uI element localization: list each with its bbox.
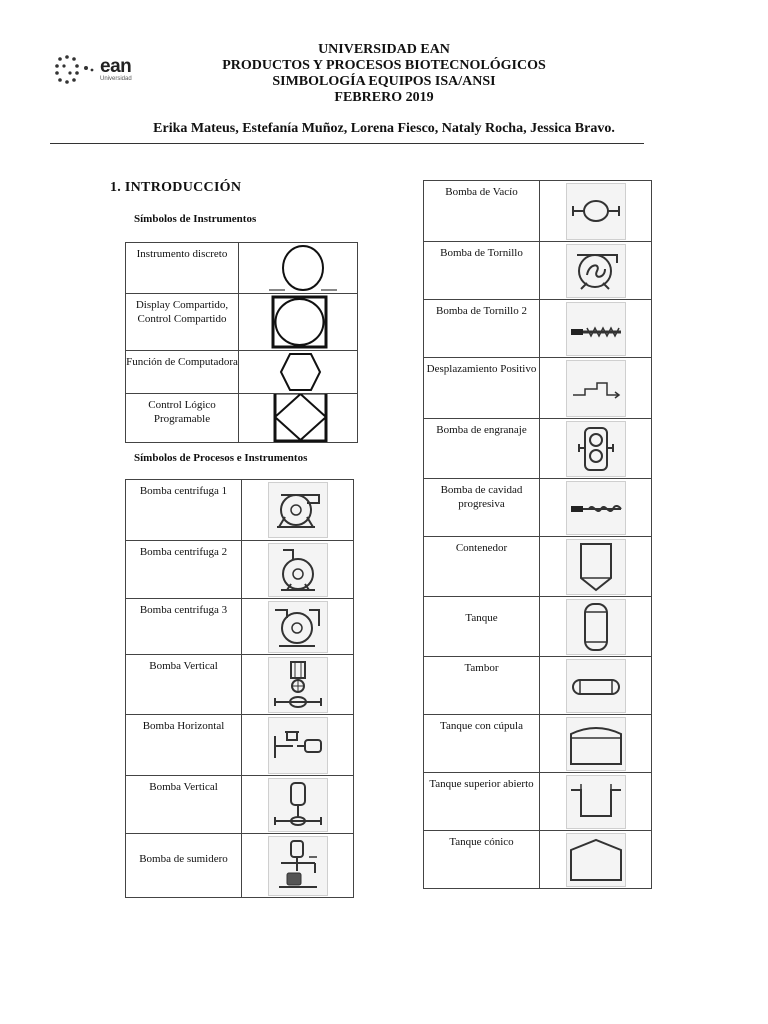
header-line-2: PRODUCTOS Y PROCESOS BIOTECNOLÓGICOS — [222, 58, 546, 73]
gear-pump-icon — [567, 422, 625, 476]
centrifugal-pump-icon — [269, 544, 327, 596]
authors-line: Erika Mateus, Estefanía Muñoz, Lorena Fiesco, Nataly Rocha, Jessica Bravo. — [153, 121, 615, 136]
section-title: 1. INTRODUCCIÓN — [110, 180, 242, 195]
vertical-pump-icon — [269, 779, 327, 831]
process-label: Bomba centrifuga 3 — [126, 599, 242, 655]
process-label: Tanque cónico — [424, 831, 540, 889]
process-symbol-cell — [540, 715, 652, 773]
dome-tank-icon — [567, 718, 625, 770]
header-divider — [50, 143, 644, 144]
process-symbol-cell — [540, 181, 652, 242]
table-row — [424, 358, 652, 419]
document-header — [0, 42, 768, 106]
process-symbol-cell — [540, 597, 652, 657]
process-label: Bomba Vertical — [126, 655, 242, 715]
process-symbol-cell — [540, 773, 652, 831]
header-line-1: UNIVERSIDAD EAN — [318, 42, 450, 57]
instrument-label: Control Lógico Programable — [126, 394, 239, 443]
logo-subtitle: Universidad — [100, 76, 132, 82]
vacuum-pump-icon — [567, 184, 625, 239]
table-row — [126, 541, 354, 599]
process-symbol-cell — [540, 419, 652, 479]
process-symbol-cell — [540, 358, 652, 419]
circle-icon — [239, 243, 357, 293]
conical-tank-icon — [567, 834, 625, 886]
process-symbol-cell — [540, 300, 652, 358]
centrifugal-pump-icon — [269, 602, 327, 652]
open-top-tank-icon — [567, 776, 625, 828]
process-label: Bomba centrifuga 1 — [126, 480, 242, 541]
table-row — [126, 294, 358, 351]
instruments-table — [125, 242, 358, 443]
process-label: Bomba de Vacío — [424, 181, 540, 242]
instrument-label: Display Compartido, Control Compartido — [126, 294, 239, 351]
tank-icon — [567, 600, 625, 654]
process-symbol-cell — [540, 657, 652, 715]
circle-in-square-icon — [239, 294, 357, 350]
process-label: Tambor — [424, 657, 540, 715]
table-row — [424, 479, 652, 537]
process-symbol-cell — [540, 242, 652, 300]
table-row — [126, 394, 358, 443]
table-row — [424, 537, 652, 597]
table-row — [424, 181, 652, 242]
table-row — [424, 242, 652, 300]
process-table-left — [125, 479, 354, 898]
logo-wordmark: ean — [100, 56, 132, 77]
header-line-3: SIMBOLOGÍA EQUIPOS ISA/ANSI — [272, 74, 496, 89]
progressive-cavity-pump-icon — [567, 482, 625, 534]
process-label: Bomba de Tornillo — [424, 242, 540, 300]
process-symbol-cell — [540, 831, 652, 889]
table-row — [126, 351, 358, 394]
process-symbol-cell — [242, 480, 354, 541]
table-row — [126, 776, 354, 834]
positive-displacement-icon — [567, 361, 625, 416]
container-icon — [567, 540, 625, 594]
instrument-label: Función de Computadora — [126, 351, 239, 394]
process-label: Tanque — [424, 597, 540, 657]
process-symbol-cell — [242, 715, 354, 776]
instrument-label: Instrumento discreto — [126, 243, 239, 294]
process-symbol-cell — [242, 834, 354, 898]
table-row — [126, 655, 354, 715]
header-line-4: FEBRERO 2019 — [334, 90, 434, 105]
table-row — [424, 657, 652, 715]
table-row — [126, 715, 354, 776]
subtitle-instruments: Símbolos de Instrumentos — [134, 213, 257, 225]
drum-icon — [567, 660, 625, 712]
process-label: Bomba de cavidad progresiva — [424, 479, 540, 537]
process-label: Bomba centrifuga 2 — [126, 541, 242, 599]
process-label: Tanque superior abierto — [424, 773, 540, 831]
diamond-in-square-icon — [239, 394, 357, 442]
process-label: Desplazamiento Positivo — [424, 358, 540, 419]
process-label: Bomba de Tornillo 2 — [424, 300, 540, 358]
process-label: Tanque con cúpula — [424, 715, 540, 773]
screw-pump-icon — [567, 245, 625, 297]
process-symbol-cell — [242, 599, 354, 655]
table-row — [126, 243, 358, 294]
process-symbol-cell — [242, 541, 354, 599]
process-symbol-cell — [242, 776, 354, 834]
hexagon-icon — [239, 351, 357, 393]
table-row — [424, 419, 652, 479]
table-row — [424, 715, 652, 773]
process-table-right — [423, 180, 652, 889]
table-row — [126, 480, 354, 541]
table-row — [126, 599, 354, 655]
vertical-pump-icon — [269, 658, 327, 712]
table-row — [424, 831, 652, 889]
process-symbol-cell — [540, 479, 652, 537]
instrument-symbol-cell — [239, 243, 358, 294]
horizontal-pump-icon — [269, 718, 327, 773]
process-symbol-cell — [242, 655, 354, 715]
centrifugal-pump-icon — [269, 483, 327, 537]
table-row — [126, 834, 354, 898]
screw-pump-2-icon — [567, 303, 625, 355]
table-row — [424, 300, 652, 358]
process-label: Bomba Vertical — [126, 776, 242, 834]
instrument-symbol-cell — [239, 351, 358, 394]
subtitle-processes: Símbolos de Procesos e Instrumentos — [134, 452, 308, 464]
table-row — [424, 773, 652, 831]
instrument-symbol-cell — [239, 294, 358, 351]
process-label: Bomba de engranaje — [424, 419, 540, 479]
process-label: Bomba Horizontal — [126, 715, 242, 776]
process-symbol-cell — [540, 537, 652, 597]
instrument-symbol-cell — [239, 394, 358, 443]
sump-pump-icon — [269, 837, 327, 895]
table-row — [424, 597, 652, 657]
process-label: Contenedor — [424, 537, 540, 597]
process-label: Bomba de sumidero — [126, 834, 242, 898]
